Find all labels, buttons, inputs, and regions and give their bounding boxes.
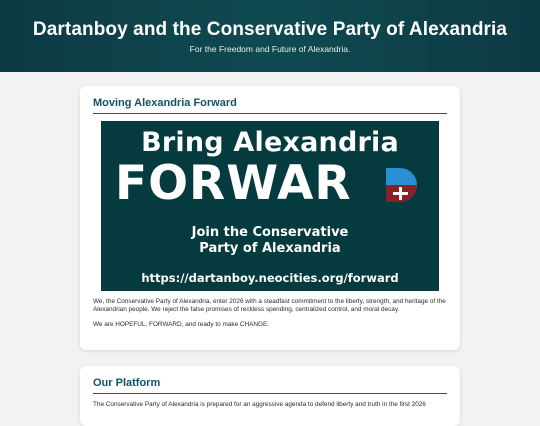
banner-headline: Bring Alexandria (141, 127, 399, 158)
banner-join-line2: Party of Alexandria (199, 241, 341, 256)
banner-join-text (101, 225, 439, 257)
campaign-banner-image (101, 121, 439, 291)
platform-section (80, 366, 460, 426)
banner-url: https://dartanboy.neocities.org/forward (141, 271, 399, 285)
slogan-paragraph: We are HOPEFUL, FORWARD, and ready to make CHANGE. (93, 320, 270, 328)
site-title: Dartanboy and the Conservative Party of Alexandria (32, 19, 508, 40)
section-title: Moving Alexandria Forward (93, 97, 447, 114)
forward-section (80, 86, 460, 350)
banner-forward-word: FORWAR (115, 156, 352, 211)
site-tagline: For the Freedom and Future of Alexandria. (189, 44, 351, 54)
d-flag-logo-icon (384, 166, 422, 204)
banner-join-line1: Join the Conservative (191, 225, 349, 240)
intro-paragraph: We, the Conservative Party of Alexandria, enter 2026 with a steadfast commitment to the liberty, strength, and heritage of the Alexandrian people. We reject the false promises of reckless spending, centralized control, and moral decay. (93, 298, 446, 314)
platform-paragraph: The Conservative Party of Alexandria is prepared for an aggressive agenda to defend liberty and truth in the first 2026 (93, 401, 426, 408)
section-title: Our Platform (93, 377, 447, 394)
site-header (0, 0, 540, 72)
